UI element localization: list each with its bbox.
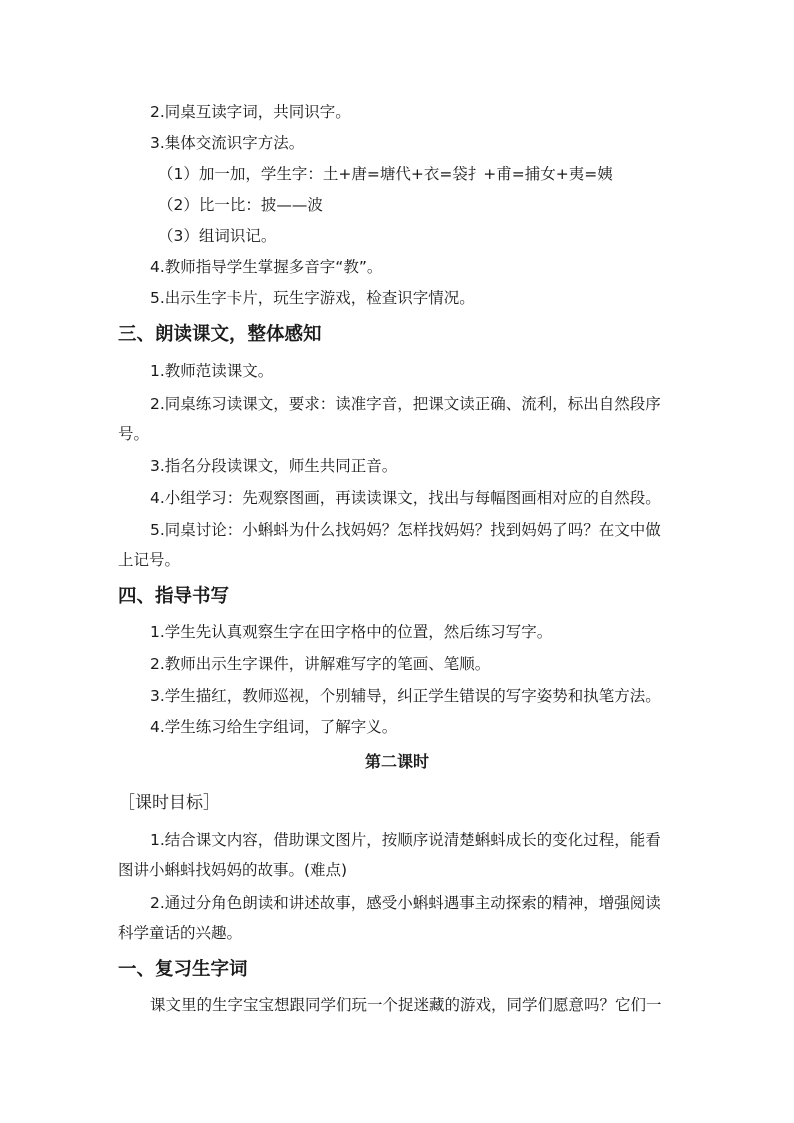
text-line: 课文里的生字宝宝想跟同学们玩一个捉迷藏的游戏，同学们愿意吗？它们一	[150, 996, 662, 1014]
text-line: 3.学生描红，教师巡视，个别辅导，纠正学生错误的写字姿势和执笔方法。	[150, 687, 661, 705]
text-line: 5.出示生字卡片，玩生字游戏，检查识字情况。	[150, 289, 475, 307]
text-line: 1.结合课文内容，借助课文图片，按顺序说清楚蝌蚪成长的变化过程，能看	[150, 831, 661, 849]
text-line: 上记号。	[118, 551, 181, 569]
text-line: （1）加一加，学生字：土+唐=塘代+衣=袋扌+甫=捕女+夷=姨	[158, 165, 613, 183]
text-line: 3.集体交流识字方法。	[150, 134, 305, 152]
lesson-title: 第二课时	[364, 752, 429, 771]
text-line: 2.通过分角色朗读和讲述故事，感受小蝌蚪遇事主动探索的精神，增强阅读	[150, 894, 661, 912]
text-line: 2.同桌练习读课文，要求：读准字音，把课文读正确、流利，标出自然段序	[150, 395, 661, 413]
goals-label: ［课时目标］	[118, 793, 220, 813]
text-line: 5.同桌讨论：小蝌蚪为什么找妈妈？怎样找妈妈？找到妈妈了吗？在文中做	[150, 521, 661, 539]
text-line: 2.同桌互读字词，共同识字。	[150, 103, 351, 121]
text-line: 图讲小蝌蚪找妈妈的故事。(难点)	[118, 861, 348, 879]
section-heading: 三、朗读课文，整体感知	[118, 324, 322, 345]
text-line: 3.指名分段读课文，师生共同正音。	[150, 457, 398, 475]
text-line: 号。	[118, 425, 150, 443]
text-line: 2.教师出示生字课件，讲解难写字的笔画、笔顺。	[150, 655, 491, 673]
text-line: 4.小组学习：先观察图画，再读读课文，找出与每幅图画相对应的自然段。	[150, 489, 661, 507]
text-line: 1.教师范读课文。	[150, 362, 274, 380]
section-heading: 四、指导书写	[118, 586, 230, 607]
text-line: （3）组词识记。	[158, 227, 277, 245]
text-line: 科学童话的兴趣。	[118, 924, 243, 942]
text-line: 1.学生先认真观察生字在田字格中的位置，然后练习写字。	[150, 623, 553, 641]
section-heading: 一、复习生字词	[118, 959, 248, 980]
text-line: （2）比一比：披——波	[158, 196, 323, 214]
text-line: 4.教师指导学生掌握多音字“教”。	[150, 258, 383, 276]
text-line: 4.学生练习给生字组词，了解字义。	[150, 718, 398, 736]
